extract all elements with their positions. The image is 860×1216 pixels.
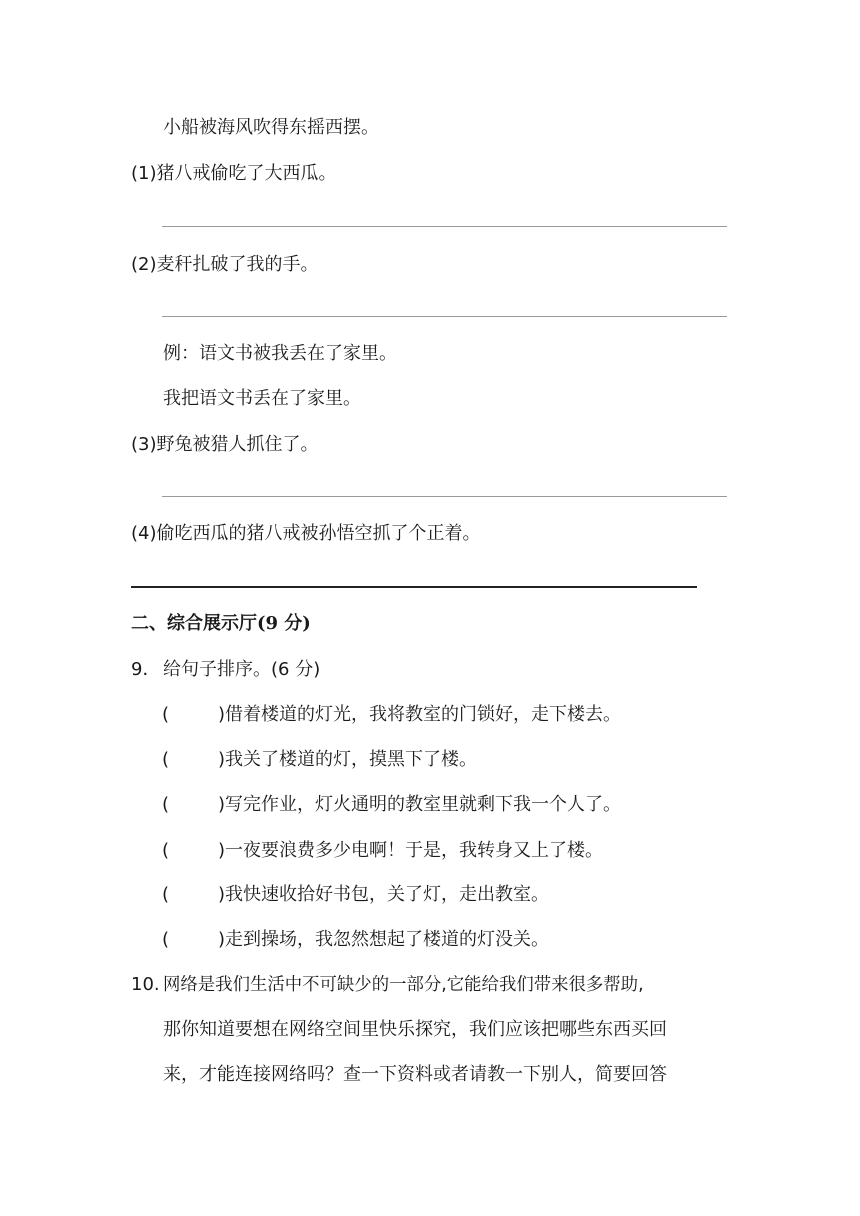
item-3: (3)野兔被猎人抓住了。	[131, 434, 319, 455]
q10-line-1: 网络是我们生活中不可缺少的一部分,它能给我们带来很多帮助,	[163, 975, 644, 995]
q9-blank-5-close: )	[218, 884, 226, 905]
section-2-title: 二、综合展示厅(9 分)	[131, 613, 311, 634]
answer-line-2[interactable]	[162, 316, 727, 317]
q10-line-3: 来，才能连接网络吗？查一下资料或者请教一下别人，简要回答	[163, 1064, 667, 1085]
example-label: 例：语文书被我丢在了家里。	[163, 343, 397, 364]
q10-number: 10.	[131, 974, 160, 995]
example-answer: 我把语文书丢在了家里。	[163, 388, 361, 409]
q9-sentence-1: 借着楼道的灯光，我将教室的门锁好，走下楼去。	[225, 704, 621, 725]
q9-number: 9．	[131, 659, 161, 680]
q9-blank-4-open[interactable]: (	[162, 840, 170, 861]
q9-blank-5-open[interactable]: (	[162, 884, 170, 905]
q9-text: 给句子排序。(6 分)	[163, 659, 321, 680]
q9-sentence-5: 我快速收拾好书包，关了灯，走出教室。	[225, 884, 549, 905]
answer-line-1[interactable]	[162, 226, 727, 227]
item-4: (4)偷吃西瓜的猪八戒被孙悟空抓了个正着。	[131, 523, 481, 544]
q9-blank-1-close: )	[218, 704, 226, 725]
q9-blank-1-open[interactable]: (	[162, 704, 170, 725]
example-sentence: 小船被海风吹得东摇西摆。	[163, 117, 379, 138]
q9-blank-3-close: )	[218, 794, 226, 815]
q9-sentence-4: 一夜要浪费多少电啊！于是，我转身又上了楼。	[225, 840, 603, 861]
q9-blank-3-open[interactable]: (	[162, 794, 170, 815]
item-2: (2)麦秆扎破了我的手。	[131, 254, 319, 275]
q10-line-2: 那你知道要想在网络空间里快乐探究，我们应该把哪些东西买回	[163, 1019, 667, 1040]
item-1: (1)猪八戒偷吃了大西瓜。	[131, 163, 337, 184]
q9-blank-2-open[interactable]: (	[162, 749, 170, 770]
q9-blank-4-close: )	[218, 840, 226, 861]
q9-blank-6-close: )	[218, 929, 226, 950]
answer-line-4[interactable]	[131, 586, 697, 588]
q9-sentence-2: 我关了楼道的灯，摸黑下了楼。	[225, 749, 477, 770]
q9-blank-2-close: )	[218, 749, 226, 770]
q9-sentence-6: 走到操场，我忽然想起了楼道的灯没关。	[225, 929, 549, 950]
q9-sentence-3: 写完作业，灯火通明的教室里就剩下我一个人了。	[225, 794, 621, 815]
q9-blank-6-open[interactable]: (	[162, 929, 170, 950]
answer-line-3[interactable]	[162, 496, 727, 497]
